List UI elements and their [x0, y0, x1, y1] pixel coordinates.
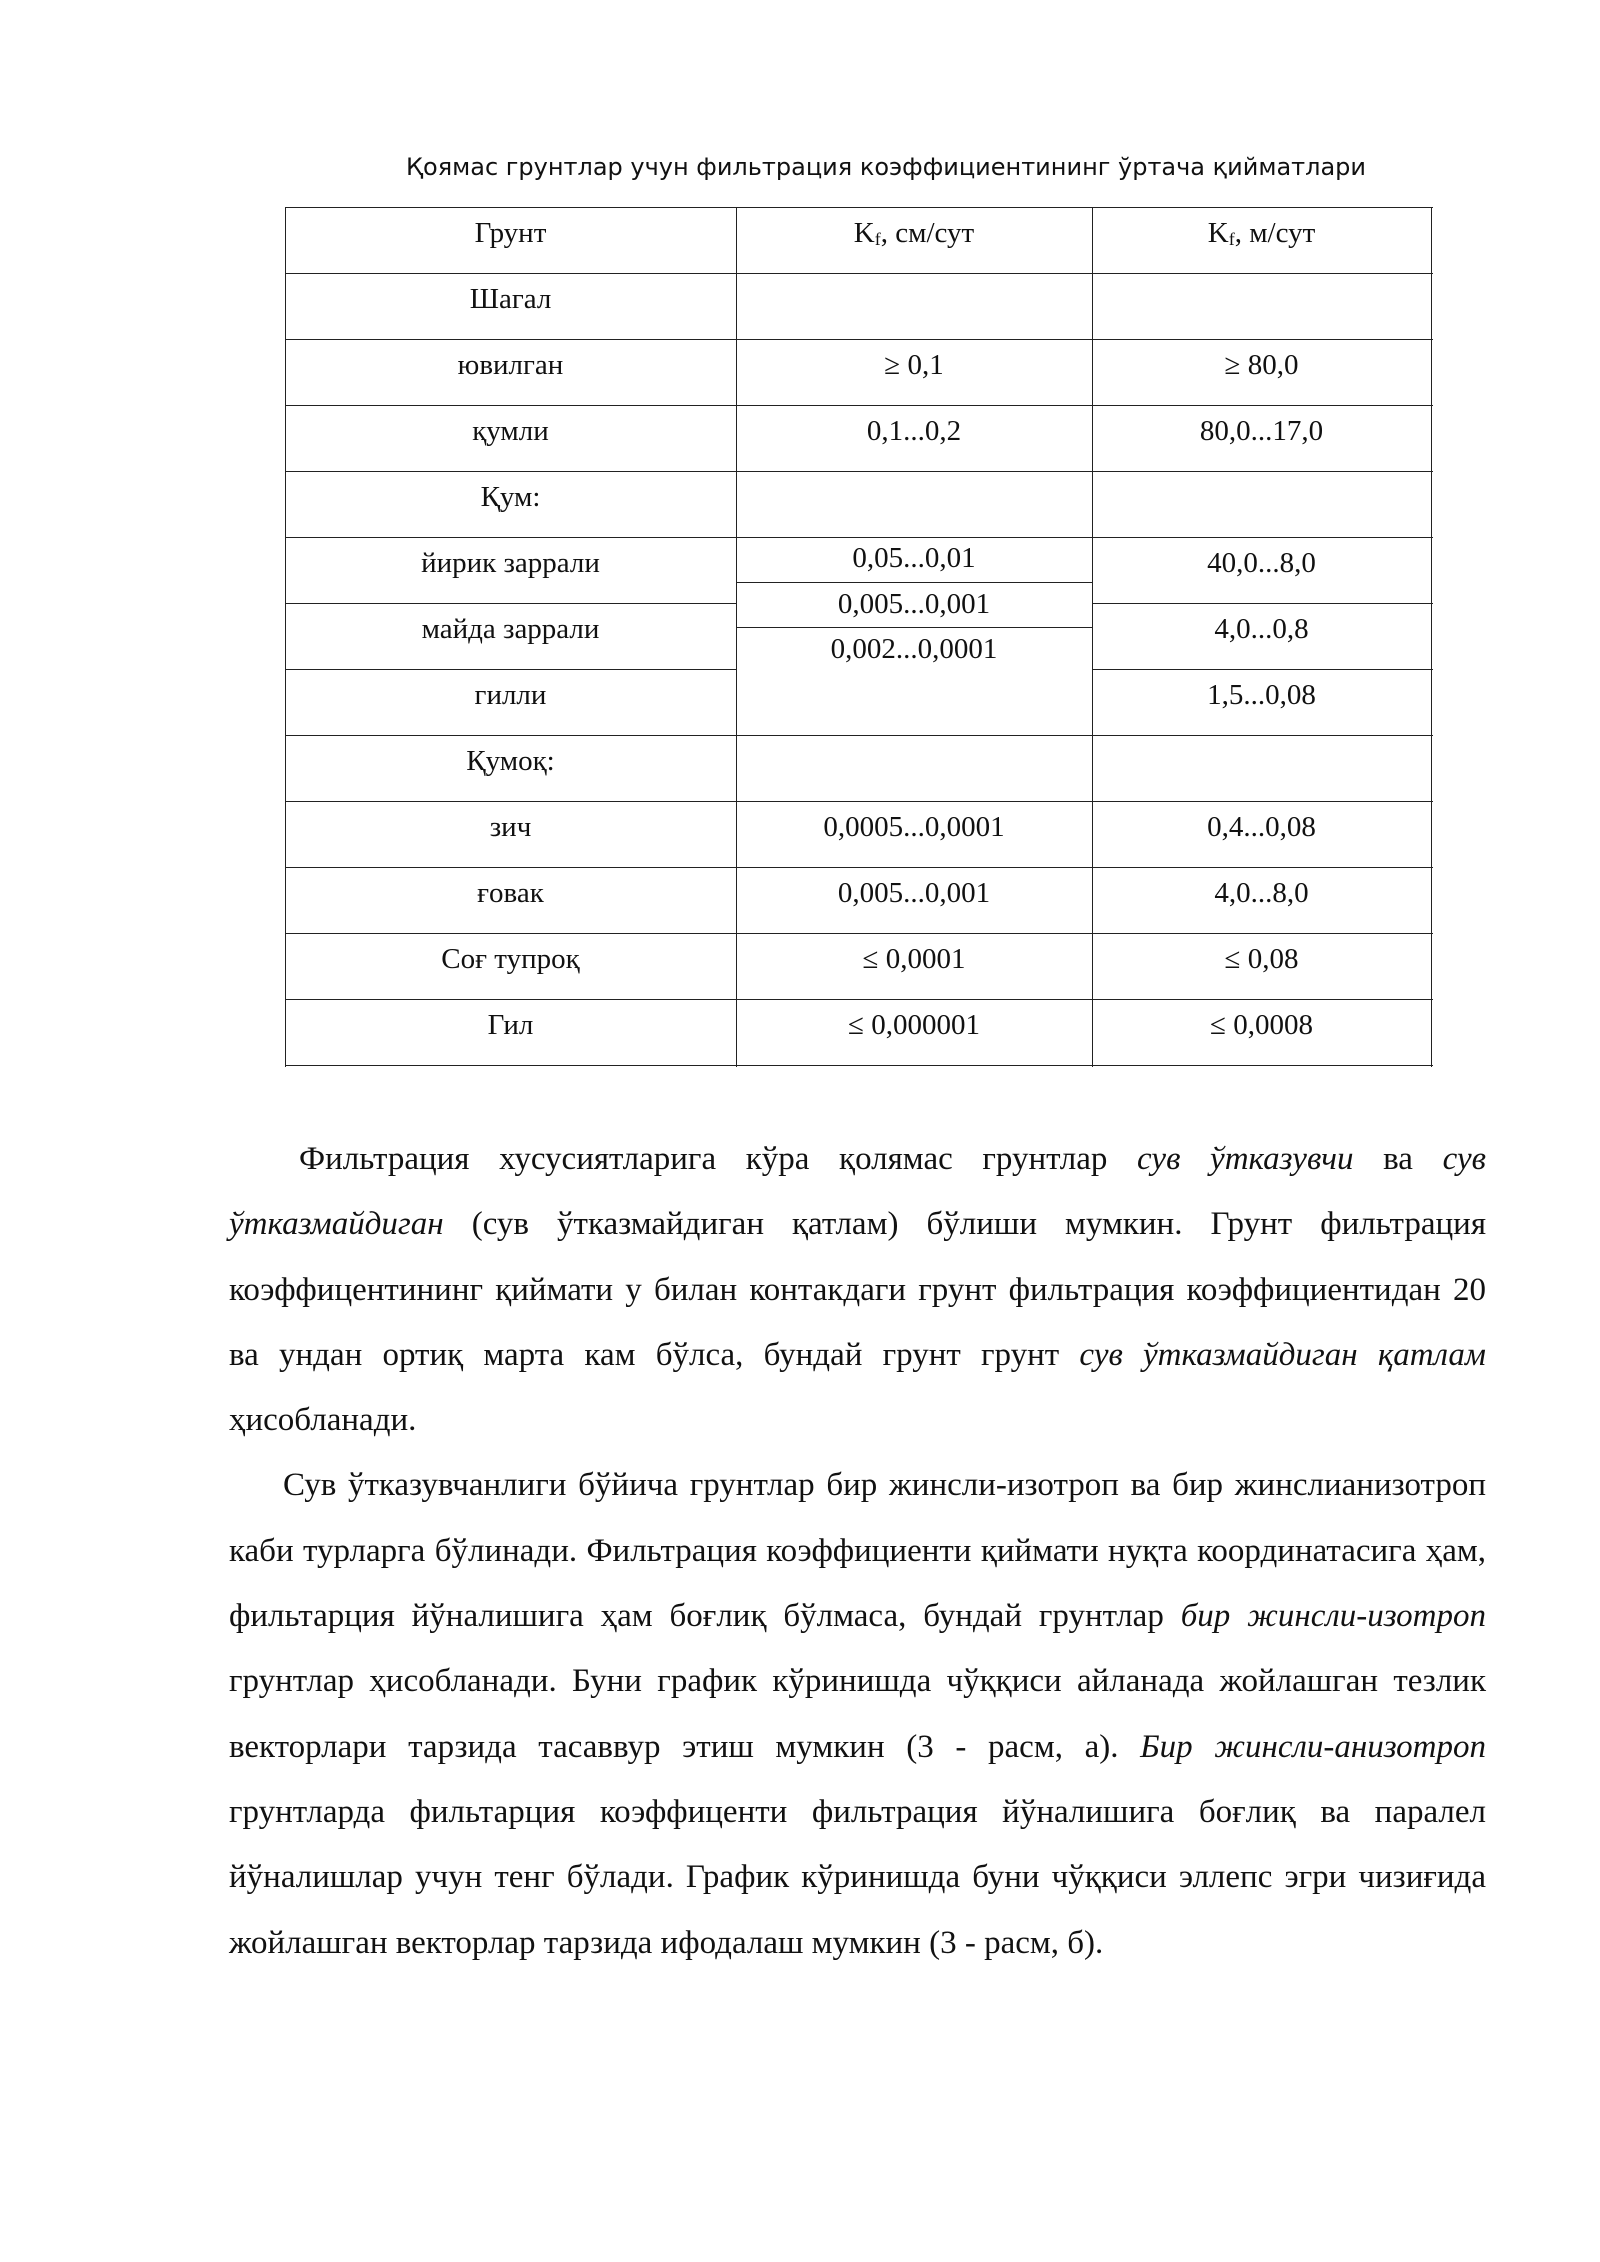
header-kf-cm: $K_f$, см/сут [853, 217, 975, 249]
kf-cm-cell: 0,005...0,001 [837, 588, 991, 620]
filtration-table [285, 207, 1433, 1067]
table-row-line [285, 603, 737, 604]
soil-cell: йирик заррали [421, 547, 600, 579]
table-border-bottom [285, 1065, 1433, 1066]
header-kf-m: $K_f$, м/сут [1207, 217, 1316, 249]
soil-cell: майда заррали [421, 613, 600, 645]
table-row-line [285, 537, 1433, 538]
kf-m-cell: 1,5...0,08 [1207, 679, 1316, 711]
soil-cell: Қум: [480, 481, 541, 513]
table-row-line [285, 867, 1433, 868]
soil-cell: зич [489, 811, 532, 843]
soil-cell: Шагал [469, 283, 552, 315]
kf-cm-cell: 0,05...0,01 [852, 542, 976, 574]
kf-cm-cell: ≤ 0,0001 [862, 943, 966, 975]
paragraph-1: Фильтрация хусусиятларига кўра қолямас грунтлар сув ўтказувчи ва сув ўтказмайдиган (сув ўтказмайдиган қатлам) бўлиши мумкин. Грунт фильтрация коэффицентининг қиймати у билан контакдаги грунт фильтрация коэффициентидан 20 ва ундан ортиқ марта кам бўлса, бундай грунт грунт сув ўтказмайдиган қатлам ҳисобланади. [229, 1141, 1486, 1439]
body-text [229, 1127, 1486, 1976]
soil-cell: ғовак [477, 877, 544, 909]
table-row-line [285, 933, 1433, 934]
kf-m-cell: ≥ 80,0 [1224, 349, 1299, 381]
table-row-line [285, 405, 1433, 406]
soil-cell: ювилган [457, 349, 564, 381]
table-row-line [1092, 603, 1433, 604]
kf-m-cell: 40,0...8,0 [1207, 547, 1316, 579]
kf-cm-cell: ≥ 0,1 [884, 349, 944, 381]
soil-cell: Соғ тупроқ [441, 943, 580, 975]
kf-cm-cell: ≤ 0,000001 [848, 1009, 980, 1041]
table-border-right [1431, 207, 1432, 1067]
kf-m-cell: 4,0...8,0 [1214, 877, 1309, 909]
kf-cm-cell: 0,1...0,2 [866, 415, 962, 447]
paragraph-2: Сув ўтказувчанлиги бўйича грунтлар бир жинсли-изотроп ва бир жинслианизотроп каби турларга бўлинади. Фильтрация коэффициенти қиймати нуқта координатасига ҳам, фильтарция йўналишига ҳам боғлиқ бўлмаса, бундай грунтлар бир жинсли-изотроп грунтлар ҳисобланади. Буни график кўринишда чўққиси айланада жойлашган тезлик векторлари тарзида тасаввур этиш мумкин (3 - расм, а). Бир жинсли-анизотроп грунтларда фильтарция коэффиценти фильтрация йўналишига боғлиқ ва паралел йўналишлар учун тенг бўлади. График кўринишда буни чўққиси эллепс эгри чизиғида жойлашган векторлар тарзида ифодалаш мумкин (3 - расм, б). [229, 1467, 1487, 1961]
kf-m-cell: ≤ 0,0008 [1210, 1009, 1313, 1041]
kf-m-cell: ≤ 0,08 [1224, 943, 1299, 975]
table-row-line [285, 339, 1433, 340]
table-subrow-line [736, 627, 1093, 628]
table-row-line [285, 471, 1433, 472]
kf-cm-cell: 0,0005...0,0001 [823, 811, 1005, 843]
table-row-line [285, 669, 737, 670]
header-soil: Грунт [474, 217, 547, 249]
kf-m-cell: 4,0...0,8 [1214, 613, 1309, 645]
table-border-top [285, 207, 1433, 208]
table-subrow-line [736, 582, 1093, 583]
table-row-line [285, 999, 1433, 1000]
soil-cell: Гил [487, 1009, 534, 1041]
table-row-line [1092, 669, 1433, 670]
table-row-line [285, 801, 1433, 802]
kf-cm-cell: 0,002...0,0001 [830, 633, 998, 665]
soil-cell: қумли [472, 415, 549, 447]
kf-m-cell: 80,0...17,0 [1199, 415, 1324, 447]
soil-cell: Қумоқ: [466, 745, 555, 777]
table-row-line [285, 273, 1433, 274]
kf-m-cell: 0,4...0,08 [1207, 811, 1316, 843]
table-caption: Қоямас грунтлар учун фильтрация коэффициентининг ўртача қийматлари [405, 153, 1367, 181]
kf-cm-cell: 0,005...0,001 [837, 877, 991, 909]
table-row-line [285, 735, 1433, 736]
soil-cell: гилли [474, 679, 547, 711]
